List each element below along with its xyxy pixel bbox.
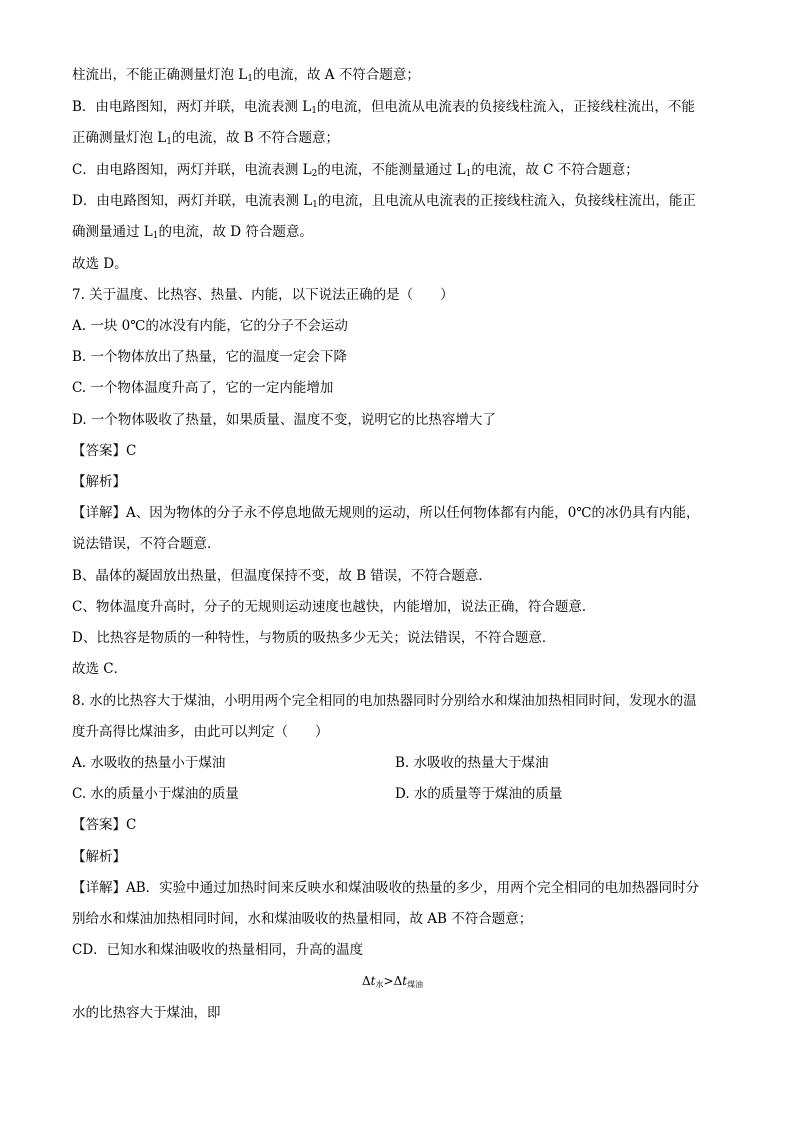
detail-tag: 【详解】 bbox=[72, 880, 126, 896]
text-line: 柱流出，不能正确测量灯泡 $L_1$的电流，故 A 不符合题意； bbox=[72, 67, 420, 84]
question-8-detail: 【详解】AB．实验中通过加热时间来反映水和煤油吸收的热量的多少，用两个完全相同的电加热器同时分 bbox=[72, 880, 700, 896]
answer-tag: 【答案】 bbox=[72, 817, 126, 833]
detail-tag: 【详解】 bbox=[72, 505, 126, 521]
question-7-detail: 【详解】A、因为物体的分子永不停息地做无规则的运动，所以任何物体都有内能，0℃的冰仍具有内能， bbox=[72, 505, 700, 521]
question-8-answer bbox=[72, 816, 136, 834]
text-line: 确测量通过 $L_1$的电流，故 D 符合题意。 bbox=[72, 224, 313, 241]
question-8-option-d: D. 水的质量等于煤油的质量 bbox=[395, 786, 563, 802]
question-7-analysis-tag: 【解析】 bbox=[72, 474, 126, 490]
text-line: 水的比热容大于煤油，即 bbox=[72, 1005, 221, 1021]
question-7-option-d: D. 一个物体吸收了热量，如果质量、温度不变，说明它的比热容增大了 bbox=[72, 412, 496, 428]
text-line: 说法错误，不符合题意． bbox=[72, 536, 221, 552]
conclusion-text: 故选 D。 bbox=[72, 256, 128, 272]
text-line: CD．已知水和煤油吸收的热量相同，升高的温度 bbox=[72, 942, 364, 958]
question-8-option-c: C. 水的质量小于煤油的质量 bbox=[72, 786, 239, 802]
text-line: C．由电路图知，两灯并联，电流表测 $L_2$的电流，不能测量通过 $L_1$的电流，故 C 不符合题意； bbox=[72, 162, 639, 179]
question-8-stem: 8. 水的比热容大于煤油，小明用两个完全相同的电加热器同时分别给水和煤油加热相同时间，发现水的温 bbox=[72, 693, 697, 709]
text-line: C、物体温度升高时，分子的无规则运动速度也越快，内能增加，说法正确，符合题意． bbox=[72, 599, 596, 615]
text-line: 别给水和煤油加热相同时间，水和煤油吸收的热量相同，故 AB 不符合题意； bbox=[72, 911, 533, 927]
question-8-option-b: B. 水吸收的热量大于煤油 bbox=[395, 755, 549, 771]
question-7-stem: 7. 关于温度、比热容、热量、内能，以下说法正确的是（ ） bbox=[72, 287, 454, 303]
question-8-option-a: A. 水吸收的热量小于煤油 bbox=[72, 755, 226, 771]
answer-value: C bbox=[126, 817, 137, 833]
text-line: D．由电路图知，两灯并联，电流表测 $L_1$的电流，且电流从电流表的正接线柱流入，负接线柱流出，能正 bbox=[72, 193, 696, 210]
question-7-option-c: C. 一个物体温度升高了，它的一定内能增加 bbox=[72, 380, 334, 396]
text-line: D、比热容是物质的一种特性，与物质的吸热多少无关；说法错误，不符合题意． bbox=[72, 630, 556, 646]
answer-tag: 【答案】 bbox=[72, 443, 126, 459]
conclusion-text: 故选 C． bbox=[72, 661, 128, 677]
text-line: B、晶体的凝固放出热量，但温度保持不变，故 B 错误，不符合题意． bbox=[72, 568, 492, 584]
text-line: B．由电路图知，两灯并联，电流表测 $L_1$的电流，但电流从电流表的负接线柱流入，正接线柱流出，不能 bbox=[72, 99, 695, 116]
text-line: 正确测量灯泡 $L_1$的电流，故 B 不符合题意； bbox=[72, 130, 340, 147]
question-7-option-b: B. 一个物体放出了热量，它的温度一定会下降 bbox=[72, 349, 348, 365]
question-8-analysis-tag: 【解析】 bbox=[72, 849, 126, 865]
answer-value: C bbox=[126, 443, 137, 459]
question-7-answer bbox=[72, 442, 136, 460]
question-7-option-a: A. 一块 0℃的冰没有内能，它的分子不会运动 bbox=[72, 318, 348, 334]
question-8-stem-cont: 度升高得比煤油多，由此可以判定（ ） bbox=[72, 724, 329, 740]
temperature-comparison-formula: $\Delta t_水>\Delta t_{煤油}$ bbox=[362, 974, 424, 989]
